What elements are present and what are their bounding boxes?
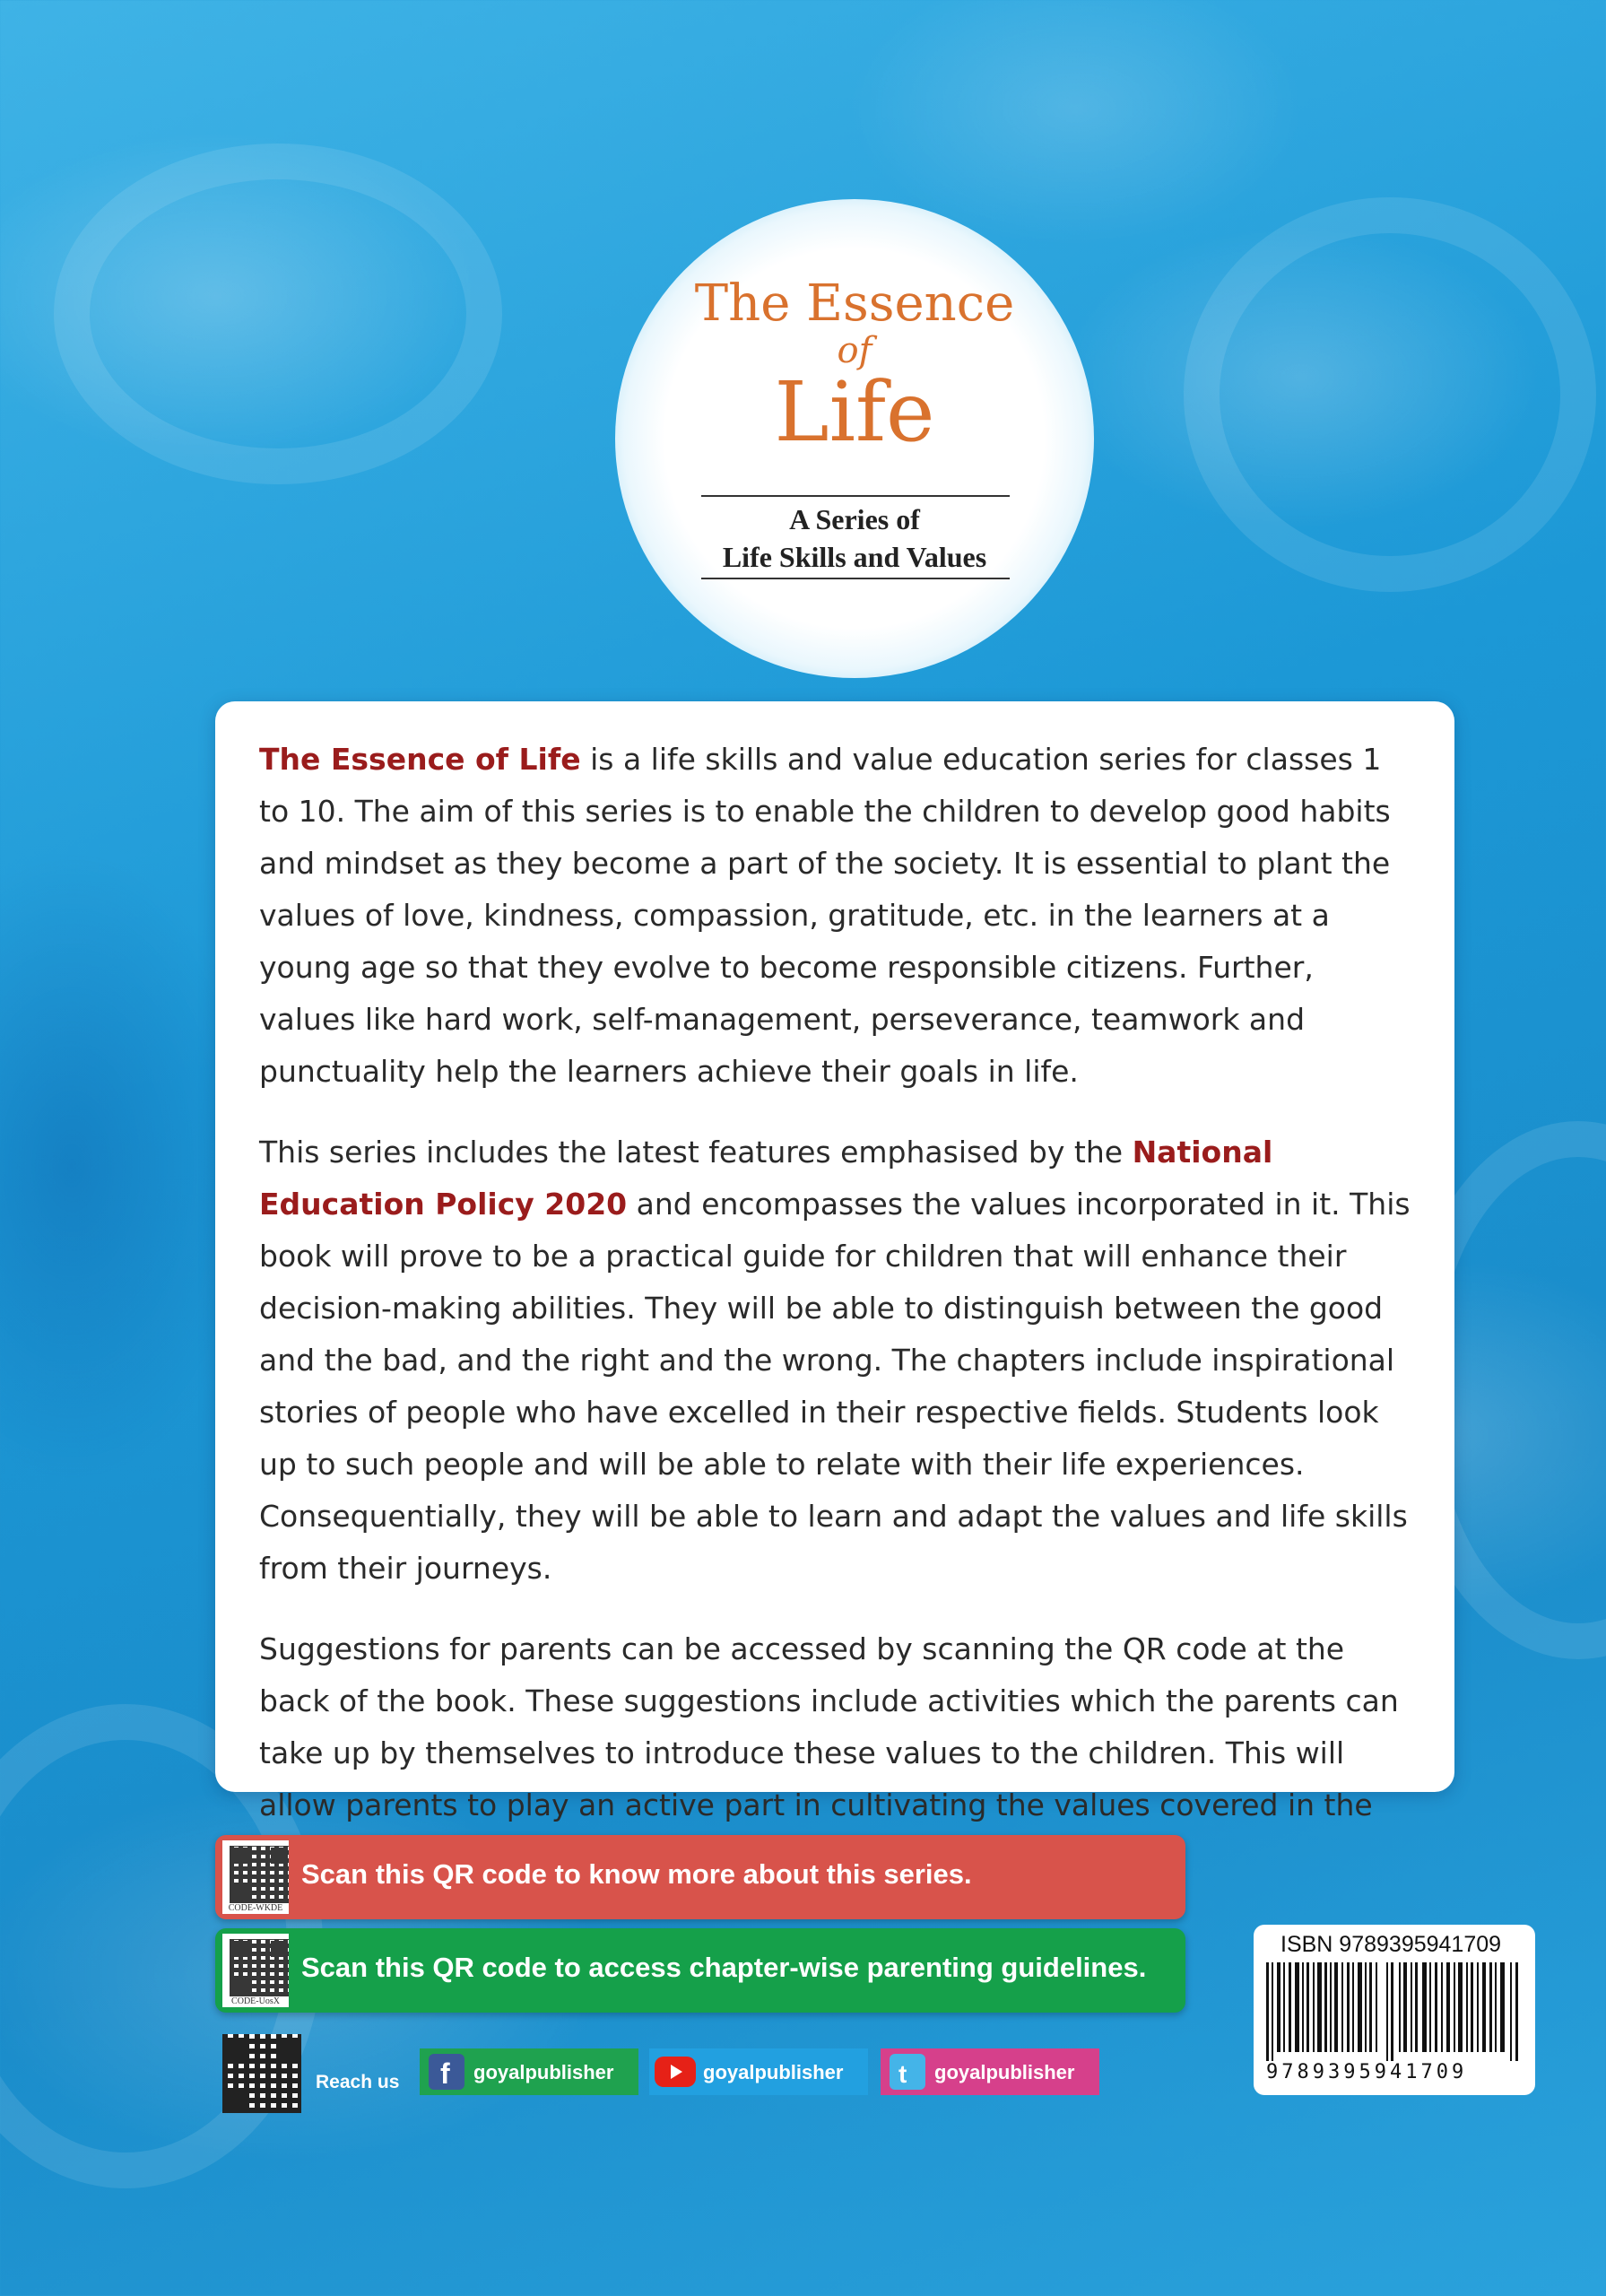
parenting-qr-banner[interactable] [215,1928,1185,2013]
youtube-handle: goyalpublisher [703,2061,844,2083]
qr-code-icon [230,1939,289,1996]
isbn-digits: 9789395941709 [1266,2061,1468,2083]
paragraph-text: This series includes the latest features emphasised by the [259,1135,1133,1170]
title-line-2: of [837,330,872,371]
qr-code[interactable] [222,1934,289,2007]
background-swirl [54,144,502,484]
twitter-link[interactable] [881,2048,1099,2095]
description-paragraph-3: Suggestions for parents can be accessed by scanning the QR code at the back of the book. These suggestions include activities which the parents can take up by themselves to introduce these values to the children. This will allow parents to play an active part in cultivating the values covered in the [259,1631,1399,1822]
qr-code[interactable] [222,1840,289,1914]
barcode-bars [1263,1962,1526,2061]
qr-code-icon [230,1846,289,1903]
banner-text: Scan this QR code to access chapter-wise parenting guidelines. [301,1952,1147,1983]
paragraph-text: is a life skills and value education series for classes 1 to 10. The aim of this series is to enable the children to develop good habits and mindset as they become a part of the society. It is essential to plant the values of love, kindness, compassion, gratitude, etc. in the learners at a young age so that they evolve to become responsible citizens. Further, values like hard work, self-management, perseverance, teamwork and punctuality help the learners achieve their goals in life. [259,742,1391,1089]
background-swirl [1184,197,1596,592]
facebook-handle: goyalpublisher [473,2061,614,2083]
series-qr-banner[interactable] [215,1835,1185,1919]
facebook-icon [429,2054,464,2090]
twitter-handle: goyalpublisher [934,2061,1075,2083]
subtitle-line-1: A Series of [789,503,920,535]
twitter-icon [890,2054,925,2090]
description-paragraph-2 [259,1126,1413,1595]
qr-code-label: CODE-WKDE [228,1903,283,1913]
youtube-icon [655,2057,696,2087]
description-box [215,701,1454,1822]
subtitle-line-2: Life Skills and Values [722,541,987,573]
divider [701,578,1010,579]
contact-qr-code[interactable] [222,2034,301,2113]
reach-us-label: Reach us [316,2072,400,2092]
isbn-label: ISBN 9789395941709 [1280,1932,1502,1957]
facebook-link[interactable] [420,2048,638,2095]
svg-text:t: t [898,2060,907,2088]
series-emblem [615,199,1094,678]
banner-text: Scan this QR code to know more about this series. [301,1858,972,1890]
title-line-3: Life [774,364,935,460]
paragraph-text: and encompasses the values incorporated in it. This book will prove to be a practical guide for children that will enhance their decision-making abilities. They will be able to distinguish between the good and the bad, and the right and the wrong. The chapters include inspirational stories of people who have excelled in their respective fields. Students look up to such people and will be able to relate with their life experiences. Consequentially, they will be able to learn and adapt the values and life skills from their journeys. [259,1187,1411,1586]
description-paragraph-1 [259,734,1413,1098]
divider [701,495,1010,497]
nep-highlight: National Education Policy 2020 [259,1135,1273,1222]
qr-code-label: CODE-UosX [231,1996,280,2006]
youtube-link[interactable] [649,2048,868,2095]
title-line-1: The Essence [694,274,1015,333]
series-name-highlight: The Essence of Life [259,742,581,777]
svg-text:f: f [440,2057,450,2090]
emblem-subtitle [615,500,1094,576]
isbn-barcode [1254,1925,1535,2095]
